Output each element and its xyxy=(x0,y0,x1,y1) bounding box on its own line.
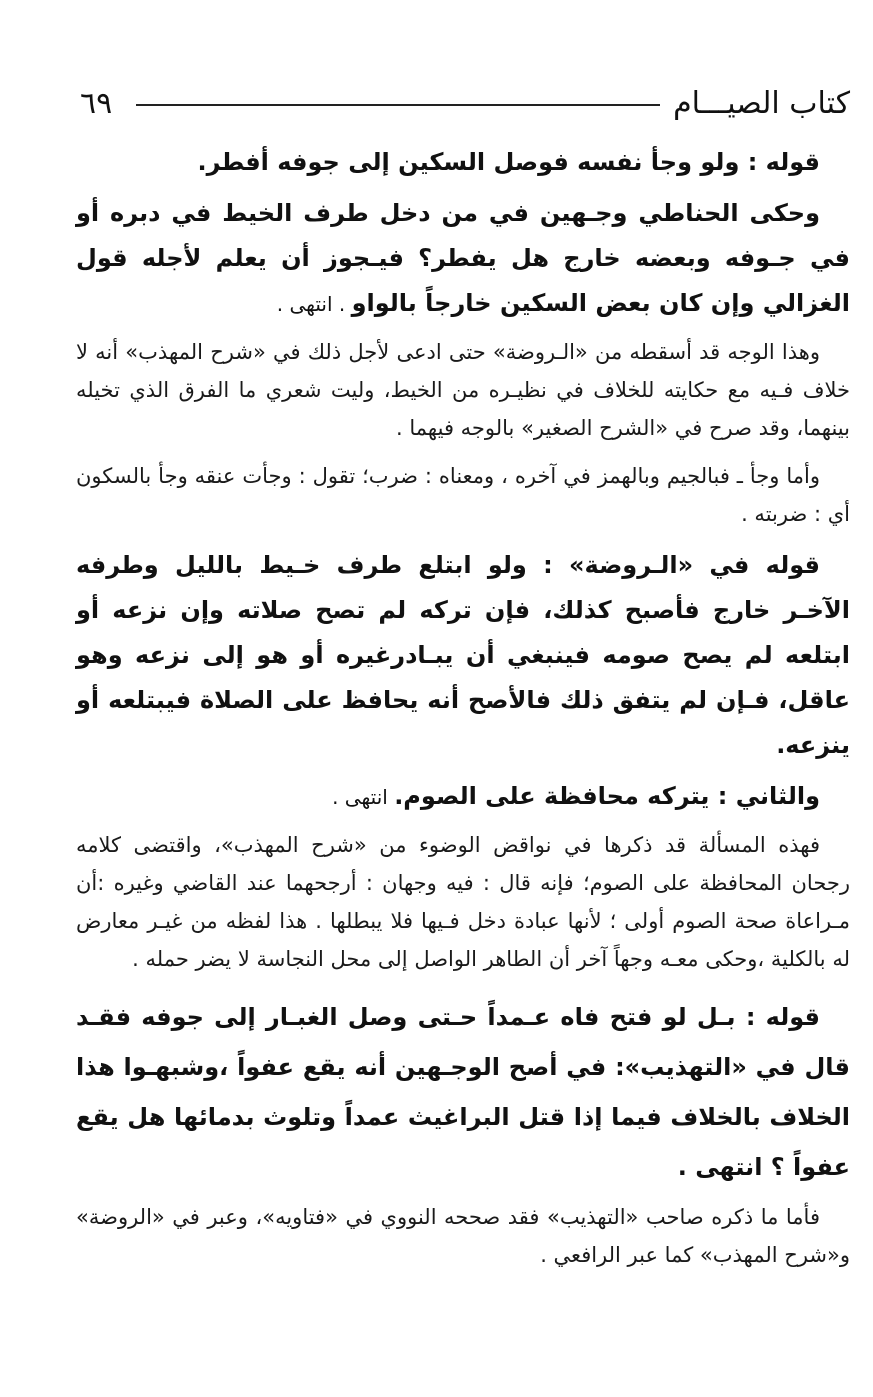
paragraph: قوله : بـل لو فتح فاه عـمداً حـتى وصل الغبـار إلى جوفه فقـد قال في «التهذيب»: في أصح الوجـهين أنه يقع عفواً ،وشبهـوا هذا الخلاف بالخلاف فيما إذا قتل البراغيث عمداً وتلوث بدمائها هل يقع عفواً ؟ انتهى . xyxy=(76,1003,850,1181)
paragraph: وأما وجأ ـ فبالجيم وبالهمز في آخره ، ومعناه : ضرب؛ تقول : وجأت عنقه وجأ بالسكون أي : ضربته . xyxy=(76,464,850,526)
paragraph: وهذا الوجه قد أسقطه من «الـروضة» حتى ادعى لأجل ذلك في «شرح المهذب» أنه لا خلاف فـيه مع حكايته للخلاف في نظيـره من الخيط، وليت شعري ما الفرق الذي تخيله بينهما، وقد صرح في «الشرح الصغير» بالوجه فيهما . xyxy=(76,340,850,440)
paragraph: وحكى الحناطي وجـهين في من دخل طرف الخيط في دبره أو في جـوفه وبعضه خارج هل يفطر؟ فيـجوز أن يعلم لأجله قول الغزالي وإن كان بعض السكين خارجاً بالواو . انتهى . xyxy=(76,199,850,317)
paragraph: فأما ما ذكره صاحب «التهذيب» فقد صححه النووي في «فتاويه»، وعبر في «الروضة» و«شرح المهذب» كما عبر الرافعي . xyxy=(76,1205,850,1267)
paragraph: قوله : ولو وجأ نفسه فوصل السكين إلى جوفه أفطر. xyxy=(197,148,820,176)
running-title: كتاب الصيـــام xyxy=(673,86,850,121)
page-number: ٦٩ xyxy=(80,86,113,121)
paragraph: قوله في «الـروضة» : ولو ابتلع طرف خـيط بالليل وطرفه الآخـر خارج فأصبح كذلك، فإن تركه لم تصح صلاته وإن نزعه أو ابتلعه لم يصح صومه فينبغي أن يبـادرغيره أو هو إلى نزعه وهو عاقل، فـإن لم يتفق ذلك فالأصح أنه يحافظ على الصلاة فيبتلعه أو ينزعه. xyxy=(76,551,850,759)
header-rule xyxy=(136,104,660,106)
paragraph: فهذه المسألة قد ذكرها في نواقض الوضوء من «شرح المهذب»، واقتضى كلامه رجحان المحافظة على الصوم؛ فإنه قال : فيه وجهان : أرجحهما عند القاضي وغيره :أن مـراعاة صحة الصوم أولى ؛ لأنها عبادة دخل فـيها فلا يبطلها . هذا لفظه من غيـر معارض له بالكلية ،وحكى معـه وجهاً آخر أن الطاهر الواصل إلى محل النجاسة لا يضر حمله . xyxy=(76,833,850,971)
page-header xyxy=(80,78,850,128)
paragraph: والثاني : يتركه محافظة على الصوم. انتهى . xyxy=(332,782,820,810)
page-body xyxy=(76,140,850,1284)
